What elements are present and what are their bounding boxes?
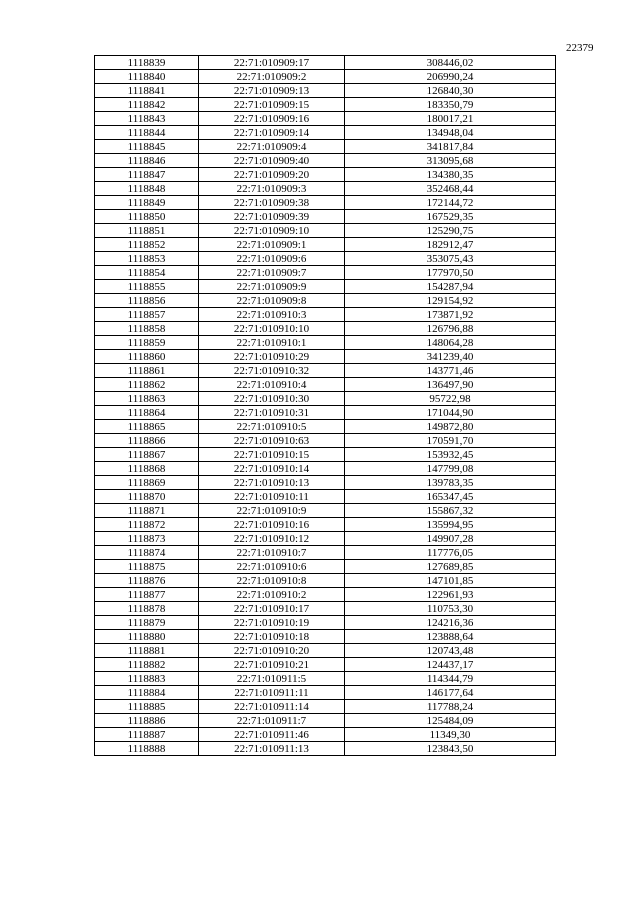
value-cell: 129154,92 xyxy=(345,294,556,308)
table-row xyxy=(95,378,556,392)
cadastral-number-cell: 22:71:010911:14 xyxy=(199,700,345,714)
table-body xyxy=(95,56,556,756)
value-cell: 180017,21 xyxy=(345,112,556,126)
value-cell: 126840,30 xyxy=(345,84,556,98)
record-number-cell: 1118842 xyxy=(95,98,199,112)
value-cell: 206990,24 xyxy=(345,70,556,84)
cadastral-number-cell: 22:71:010909:6 xyxy=(199,252,345,266)
table-row xyxy=(95,658,556,672)
cadastral-number-cell: 22:71:010910:4 xyxy=(199,378,345,392)
value-cell: 172144,72 xyxy=(345,196,556,210)
cadastral-number-cell: 22:71:010910:21 xyxy=(199,658,345,672)
record-number-cell: 1118863 xyxy=(95,392,199,406)
record-number-cell: 1118852 xyxy=(95,238,199,252)
table-row xyxy=(95,588,556,602)
cadastral-number-cell: 22:71:010910:3 xyxy=(199,308,345,322)
cadastral-number-cell: 22:71:010909:20 xyxy=(199,168,345,182)
cadastral-number-cell: 22:71:010911:7 xyxy=(199,714,345,728)
value-cell: 170591,70 xyxy=(345,434,556,448)
record-number-cell: 1118845 xyxy=(95,140,199,154)
cadastral-number-cell: 22:71:010910:13 xyxy=(199,476,345,490)
value-cell: 341239,40 xyxy=(345,350,556,364)
value-cell: 120743,48 xyxy=(345,644,556,658)
record-number-cell: 1118860 xyxy=(95,350,199,364)
record-number-cell: 1118876 xyxy=(95,574,199,588)
value-cell: 147799,08 xyxy=(345,462,556,476)
cadastral-number-cell: 22:71:010910:16 xyxy=(199,518,345,532)
cadastral-number-cell: 22:71:010909:4 xyxy=(199,140,345,154)
table-row xyxy=(95,630,556,644)
record-number-cell: 1118887 xyxy=(95,728,199,742)
table-row xyxy=(95,70,556,84)
table-row xyxy=(95,728,556,742)
cadastral-number-cell: 22:71:010909:38 xyxy=(199,196,345,210)
cadastral-number-cell: 22:71:010909:1 xyxy=(199,238,345,252)
table-row xyxy=(95,140,556,154)
value-cell: 123843,50 xyxy=(345,742,556,756)
value-cell: 353075,43 xyxy=(345,252,556,266)
table-row xyxy=(95,462,556,476)
value-cell: 177970,50 xyxy=(345,266,556,280)
table-row xyxy=(95,196,556,210)
table-row xyxy=(95,336,556,350)
record-number-cell: 1118840 xyxy=(95,70,199,84)
cadastral-number-cell: 22:71:010910:2 xyxy=(199,588,345,602)
cadastral-number-cell: 22:71:010911:46 xyxy=(199,728,345,742)
record-number-cell: 1118874 xyxy=(95,546,199,560)
value-cell: 341817,84 xyxy=(345,140,556,154)
cadastral-number-cell: 22:71:010910:18 xyxy=(199,630,345,644)
value-cell: 95722,98 xyxy=(345,392,556,406)
record-number-cell: 1118857 xyxy=(95,308,199,322)
value-cell: 149907,28 xyxy=(345,532,556,546)
cadastral-number-cell: 22:71:010910:32 xyxy=(199,364,345,378)
value-cell: 117776,05 xyxy=(345,546,556,560)
table-row xyxy=(95,504,556,518)
cadastral-number-cell: 22:71:010909:14 xyxy=(199,126,345,140)
record-number-cell: 1118884 xyxy=(95,686,199,700)
record-number-cell: 1118882 xyxy=(95,658,199,672)
record-number-cell: 1118881 xyxy=(95,644,199,658)
table-row xyxy=(95,112,556,126)
record-number-cell: 1118867 xyxy=(95,448,199,462)
table-row xyxy=(95,714,556,728)
table-row xyxy=(95,266,556,280)
cadastral-number-cell: 22:71:010909:13 xyxy=(199,84,345,98)
record-number-cell: 1118853 xyxy=(95,252,199,266)
value-cell: 135994,95 xyxy=(345,518,556,532)
value-cell: 167529,35 xyxy=(345,210,556,224)
record-number-cell: 1118849 xyxy=(95,196,199,210)
record-number-cell: 1118854 xyxy=(95,266,199,280)
record-number-cell: 1118862 xyxy=(95,378,199,392)
value-cell: 154287,94 xyxy=(345,280,556,294)
value-cell: 11349,30 xyxy=(345,728,556,742)
record-number-cell: 1118869 xyxy=(95,476,199,490)
value-cell: 165347,45 xyxy=(345,490,556,504)
cadastral-number-cell: 22:71:010910:10 xyxy=(199,322,345,336)
cadastral-number-cell: 22:71:010909:3 xyxy=(199,182,345,196)
cadastral-number-cell: 22:71:010911:13 xyxy=(199,742,345,756)
table-row xyxy=(95,350,556,364)
record-number-cell: 1118851 xyxy=(95,224,199,238)
cadastral-number-cell: 22:71:010910:9 xyxy=(199,504,345,518)
table-row xyxy=(95,420,556,434)
value-cell: 122961,93 xyxy=(345,588,556,602)
cadastral-number-cell: 22:71:010910:6 xyxy=(199,560,345,574)
table-row xyxy=(95,210,556,224)
value-cell: 125484,09 xyxy=(345,714,556,728)
table-row xyxy=(95,434,556,448)
value-cell: 136497,90 xyxy=(345,378,556,392)
table-row xyxy=(95,406,556,420)
record-number-cell: 1118859 xyxy=(95,336,199,350)
cadastral-number-cell: 22:71:010910:19 xyxy=(199,616,345,630)
record-number-cell: 1118865 xyxy=(95,420,199,434)
record-number-cell: 1118877 xyxy=(95,588,199,602)
table-row xyxy=(95,252,556,266)
table-row xyxy=(95,448,556,462)
cadastral-number-cell: 22:71:010910:1 xyxy=(199,336,345,350)
table-row xyxy=(95,84,556,98)
record-number-cell: 1118843 xyxy=(95,112,199,126)
table-row xyxy=(95,294,556,308)
table-row xyxy=(95,616,556,630)
record-number-cell: 1118879 xyxy=(95,616,199,630)
table-row xyxy=(95,56,556,70)
cadastral-number-cell: 22:71:010910:8 xyxy=(199,574,345,588)
table-row xyxy=(95,742,556,756)
record-number-cell: 1118873 xyxy=(95,532,199,546)
cadastral-number-cell: 22:71:010909:16 xyxy=(199,112,345,126)
value-cell: 117788,24 xyxy=(345,700,556,714)
record-number-cell: 1118886 xyxy=(95,714,199,728)
cadastral-number-cell: 22:71:010909:39 xyxy=(199,210,345,224)
table-row xyxy=(95,322,556,336)
record-number-cell: 1118850 xyxy=(95,210,199,224)
cadastral-number-cell: 22:71:010909:7 xyxy=(199,266,345,280)
cadastral-number-cell: 22:71:010910:31 xyxy=(199,406,345,420)
table-row xyxy=(95,490,556,504)
record-number-cell: 1118864 xyxy=(95,406,199,420)
record-number-cell: 1118871 xyxy=(95,504,199,518)
value-cell: 127689,85 xyxy=(345,560,556,574)
table-row xyxy=(95,308,556,322)
record-number-cell: 1118875 xyxy=(95,560,199,574)
record-number-cell: 1118880 xyxy=(95,630,199,644)
record-number-cell: 1118878 xyxy=(95,602,199,616)
table-row xyxy=(95,574,556,588)
value-cell: 110753,30 xyxy=(345,602,556,616)
record-number-cell: 1118872 xyxy=(95,518,199,532)
table-row xyxy=(95,238,556,252)
value-cell: 149872,80 xyxy=(345,420,556,434)
value-cell: 124216,36 xyxy=(345,616,556,630)
record-number-cell: 1118885 xyxy=(95,700,199,714)
table-row xyxy=(95,392,556,406)
cadastral-number-cell: 22:71:010910:30 xyxy=(199,392,345,406)
cadastral-number-cell: 22:71:010909:40 xyxy=(199,154,345,168)
table-row xyxy=(95,126,556,140)
value-cell: 125290,75 xyxy=(345,224,556,238)
record-number-cell: 1118858 xyxy=(95,322,199,336)
table-row xyxy=(95,560,556,574)
record-number-cell: 1118839 xyxy=(95,56,199,70)
value-cell: 126796,88 xyxy=(345,322,556,336)
cadastral-number-cell: 22:71:010911:11 xyxy=(199,686,345,700)
record-number-cell: 1118866 xyxy=(95,434,199,448)
cadastral-number-cell: 22:71:010910:63 xyxy=(199,434,345,448)
page-number: 22379 xyxy=(566,42,594,54)
cadastral-number-cell: 22:71:010910:12 xyxy=(199,532,345,546)
record-number-cell: 1118855 xyxy=(95,280,199,294)
value-cell: 124437,17 xyxy=(345,658,556,672)
value-cell: 182912,47 xyxy=(345,238,556,252)
value-cell: 114344,79 xyxy=(345,672,556,686)
table-row xyxy=(95,700,556,714)
value-cell: 139783,35 xyxy=(345,476,556,490)
cadastral-number-cell: 22:71:010910:20 xyxy=(199,644,345,658)
cadastral-number-cell: 22:71:010910:17 xyxy=(199,602,345,616)
cadastral-number-cell: 22:71:010909:9 xyxy=(199,280,345,294)
record-number-cell: 1118868 xyxy=(95,462,199,476)
record-number-cell: 1118847 xyxy=(95,168,199,182)
value-cell: 134948,04 xyxy=(345,126,556,140)
record-number-cell: 1118856 xyxy=(95,294,199,308)
table-row xyxy=(95,546,556,560)
table-row xyxy=(95,602,556,616)
table-row xyxy=(95,154,556,168)
table-row xyxy=(95,518,556,532)
table-row xyxy=(95,224,556,238)
record-number-cell: 1118883 xyxy=(95,672,199,686)
value-cell: 352468,44 xyxy=(345,182,556,196)
value-cell: 134380,35 xyxy=(345,168,556,182)
table-row xyxy=(95,98,556,112)
table-row xyxy=(95,686,556,700)
record-number-cell: 1118888 xyxy=(95,742,199,756)
record-number-cell: 1118861 xyxy=(95,364,199,378)
cadastral-number-cell: 22:71:010910:7 xyxy=(199,546,345,560)
value-cell: 143771,46 xyxy=(345,364,556,378)
cadastral-number-cell: 22:71:010910:5 xyxy=(199,420,345,434)
value-cell: 155867,32 xyxy=(345,504,556,518)
table-row xyxy=(95,364,556,378)
cadastral-number-cell: 22:71:010909:8 xyxy=(199,294,345,308)
table-row xyxy=(95,644,556,658)
cadastral-number-cell: 22:71:010911:5 xyxy=(199,672,345,686)
record-number-cell: 1118846 xyxy=(95,154,199,168)
data-table xyxy=(94,55,556,756)
value-cell: 308446,02 xyxy=(345,56,556,70)
table-row xyxy=(95,532,556,546)
value-cell: 183350,79 xyxy=(345,98,556,112)
cadastral-number-cell: 22:71:010909:10 xyxy=(199,224,345,238)
cadastral-number-cell: 22:71:010910:29 xyxy=(199,350,345,364)
table-row xyxy=(95,672,556,686)
value-cell: 147101,85 xyxy=(345,574,556,588)
cadastral-number-cell: 22:71:010909:15 xyxy=(199,98,345,112)
value-cell: 148064,28 xyxy=(345,336,556,350)
record-number-cell: 1118870 xyxy=(95,490,199,504)
value-cell: 171044,90 xyxy=(345,406,556,420)
record-number-cell: 1118844 xyxy=(95,126,199,140)
value-cell: 313095,68 xyxy=(345,154,556,168)
cadastral-number-cell: 22:71:010910:14 xyxy=(199,462,345,476)
value-cell: 123888,64 xyxy=(345,630,556,644)
record-number-cell: 1118848 xyxy=(95,182,199,196)
value-cell: 153932,45 xyxy=(345,448,556,462)
table-row xyxy=(95,280,556,294)
cadastral-number-cell: 22:71:010909:17 xyxy=(199,56,345,70)
cadastral-number-cell: 22:71:010910:15 xyxy=(199,448,345,462)
value-cell: 173871,92 xyxy=(345,308,556,322)
record-number-cell: 1118841 xyxy=(95,84,199,98)
table-row xyxy=(95,476,556,490)
table-row xyxy=(95,168,556,182)
table-row xyxy=(95,182,556,196)
cadastral-number-cell: 22:71:010910:11 xyxy=(199,490,345,504)
cadastral-number-cell: 22:71:010909:2 xyxy=(199,70,345,84)
value-cell: 146177,64 xyxy=(345,686,556,700)
